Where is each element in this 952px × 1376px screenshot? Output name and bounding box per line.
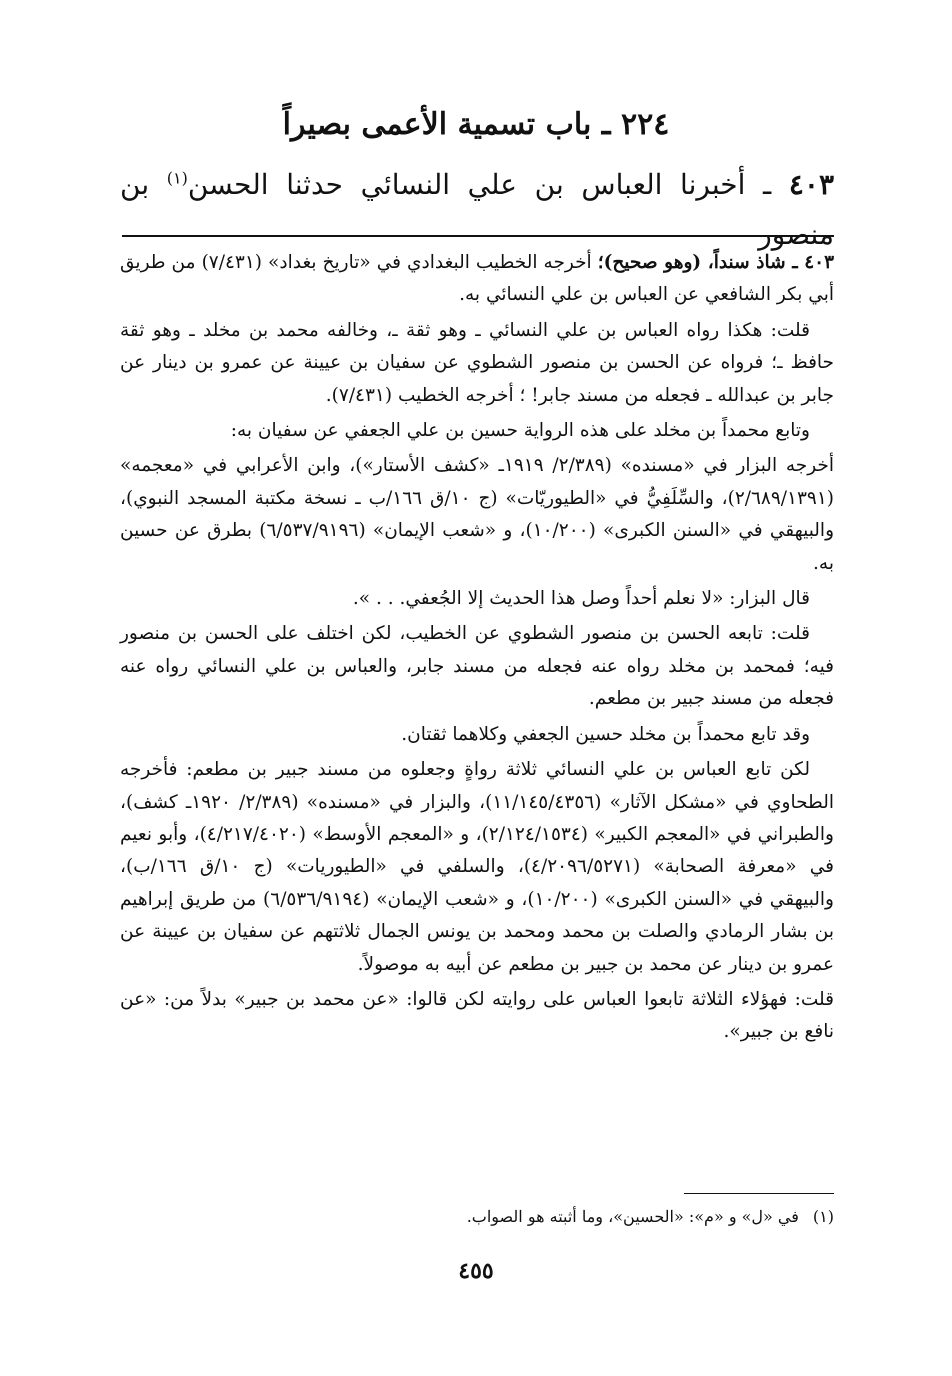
section-divider	[122, 235, 834, 237]
footnote-number: (١)	[812, 1207, 834, 1226]
commentary-paragraph: لكن تابع العباس بن علي النسائي ثلاثة رواةٍ وجعلوه من مسند جبير بن مطعم: فأخرجه الطحاوي في «مشكل الآثار» (١١/١٤٥/٤٣٥٦)، والبزار في «مسنده» (٢/٣٨٩/ ١٩٢٠ـ كشف)، والطبراني في «المعجم الكبير» (٢/١٢٤/١٥٣٤)، و «المعجم الأوسط» (٤/٢١٧/٤٠٢٠)، وأبو نعيم في «معرفة الصحابة» (٤/٢٠٩٦/٥٢٧١)، والسلفي في «الطيوريات» (ج ١٠/ق ١٦٦/ب)، والبيهقي في «السنن الكبرى» (١٠/٢٠٠)، و «شعب الإيمان» (٦/٥٣٦/٩١٩٤) من طريق إبراهيم بن بشار الرمادي والصلت بن محمد ومحمد بن يونس الجمال ثلاثتهم عن سفيان بن عيينة عن عمرو بن دينار عن محمد بن جبير بن مطعم عن أبيه به موصولاً.	[120, 759, 835, 975]
chapter-title: ٢٢٤ ـ باب تسمية الأعمى بصيراً	[282, 107, 670, 142]
hadith-chain-part-2: بن منصور	[120, 168, 834, 251]
commentary-text: أخرجه الخطيب البغدادي في «تاريخ بغداد» (٧/٤٣١) من طريق أبي بكر الشافعي عن العباس بن علي النسائي به.	[120, 252, 834, 306]
hadith-number: ٤٠٣	[788, 168, 834, 201]
commentary-paragraph: قلت: تابعه الحسن بن منصور الشطوي عن الخطيب، لكن اختلف على الحسن بن منصور فيه؛ فمحمد بن مخلد رواه عنه فجعله من مسند جابر، والعباس بن علي النسائي رواه عنه فجعله من مسند جبير بن مطعم.	[120, 623, 834, 710]
footnote-marker: (١)	[166, 168, 188, 188]
commentary-hadith-number: ٤٠٣	[804, 252, 835, 273]
commentary-paragraph: وقد تابع محمداً بن مخلد حسين الجعفي وكلاهما ثقتان.	[401, 723, 810, 745]
footnote	[120, 1204, 834, 1230]
commentary-paragraph: قلت: فهؤلاء الثلاثة تابعوا العباس على روايته لكن قالوا: «عن محمد بن جبير» بدلاً من: «عن نافع بن جبير».	[120, 988, 834, 1043]
commentary-paragraph	[120, 247, 834, 312]
footnote-divider	[684, 1193, 834, 1194]
page-number: ٤٥٥	[458, 1258, 494, 1284]
commentary-paragraph: قلت: هكذا رواه العباس بن علي النسائي ـ وهو ثقة ـ، وخالفه محمد بن مخلد ـ وهو ثقة حافظ ـ؛ فرواه عن الحسن بن منصور الشطوي عن سفيان بن عيينة عن عمرو بن دينار عن جابر بن عبدالله ـ فجعله من مسند جابر! ؛ أخرجه الخطيب (٧/٤٣١).	[120, 319, 834, 406]
hadith-chain-part-1: ـ أخبرنا العباس بن علي النسائي حدثنا الحسن	[187, 168, 789, 201]
commentary-paragraph: قال البزار: «لا نعلم أحداً وصل هذا الحديث إلا الجُعفي. . . ».	[352, 588, 810, 610]
hadith-text	[120, 160, 834, 260]
footnote-text: في «ل» و «م»: «الحسين»، وما أثبته هو الصواب.	[466, 1207, 799, 1226]
commentary-grade: ـ شاذ سنداً، (وهو صحيح)؛	[597, 252, 805, 273]
commentary-block	[120, 247, 834, 1052]
commentary-paragraph: أخرجه البزار في «مسنده» (٢/٣٨٩/ ١٩١٩ـ «كشف الأستار»)، وابن الأعرابي في «معجمه» (٢/٦٨٩/١٣٩١)، والسِّلَفِيُّ في «الطيوريّات» (ج ١٠/ق ١٦٦/ب ـ نسخة مكتبة المسجد النبوي)، والبيهقي في «السنن الكبرى» (١٠/٢٠٠)، و «شعب الإيمان» (٦/٥٣٧/٩١٩٦) بطرق عن حسين به.	[120, 455, 834, 574]
commentary-paragraph: وتابع محمداً بن مخلد على هذه الرواية حسين بن علي الجعفي عن سفيان به:	[230, 420, 810, 442]
